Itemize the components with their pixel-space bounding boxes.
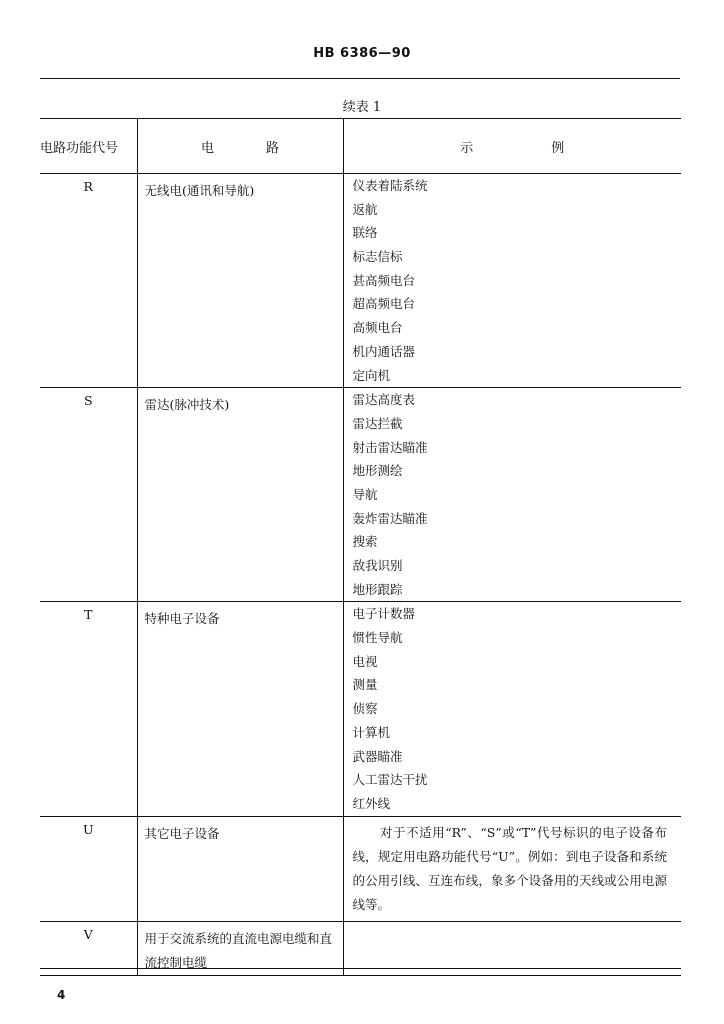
row-examples xyxy=(343,602,681,816)
example-item: 返航 xyxy=(352,201,378,217)
example-item: 侦察 xyxy=(352,701,378,717)
example-item: 高频电台 xyxy=(352,320,403,336)
table-caption: 续表 1 xyxy=(342,100,382,115)
example-item: 电子计数器 xyxy=(352,606,416,622)
example-item: 敌我识别 xyxy=(352,558,403,573)
row-code: R xyxy=(40,174,137,388)
example-item: 射击雷达瞄准 xyxy=(352,439,428,455)
table-row xyxy=(40,816,681,921)
document-code: HB 6386—90 xyxy=(313,46,411,61)
example-item: 超高频电台 xyxy=(352,296,416,312)
example-item: 雷达高度表 xyxy=(352,392,416,408)
example-item: 惯性导航 xyxy=(352,630,403,646)
example-item: 人工雷达干扰 xyxy=(352,772,428,788)
footer-rule xyxy=(40,968,681,969)
column-header-code: 电路功能代号 xyxy=(40,119,137,174)
example-item: 仪表着陆系统 xyxy=(352,178,428,193)
circuit-function-table xyxy=(40,118,681,976)
row-code: S xyxy=(40,388,137,602)
example-item: 武器瞄准 xyxy=(352,748,403,764)
row-circuit: 雷达(脉冲技术) xyxy=(137,388,343,602)
page-number: 4 xyxy=(57,988,66,1002)
row-circuit: 其它电子设备 xyxy=(137,816,343,921)
table-row xyxy=(40,174,681,388)
row-code: U xyxy=(40,816,137,921)
row-examples xyxy=(343,388,681,602)
example-description: 对于不适用“R”、“S”或“T”代号标识的电子设备布线，规定用电路功能代号“U”。例如：到电子设备和系统的公用引线、互连布线，象多个设备用的天线或公用电源线等。 xyxy=(352,824,667,912)
table-row xyxy=(40,921,681,975)
example-description xyxy=(353,922,682,930)
example-item: 联络 xyxy=(352,225,378,241)
column-header-circuit: 电 路 xyxy=(137,119,343,174)
example-item: 红外线 xyxy=(352,795,391,811)
table-header-row xyxy=(40,119,681,174)
example-item: 导航 xyxy=(352,486,378,502)
example-item: 标志信标 xyxy=(352,249,403,265)
example-item: 轰炸雷达瞄准 xyxy=(352,510,428,526)
row-circuit: 无线电(通讯和导航) xyxy=(137,174,343,388)
table-row xyxy=(40,602,681,816)
row-examples xyxy=(343,921,681,975)
example-item: 机内通话器 xyxy=(352,343,416,359)
example-item: 测量 xyxy=(352,677,378,693)
example-item: 地形测绘 xyxy=(352,463,403,479)
header-rule xyxy=(40,78,680,79)
row-code: T xyxy=(40,602,137,816)
column-header-example: 示 例 xyxy=(343,119,681,174)
table-row xyxy=(40,388,681,602)
example-item: 甚高频电台 xyxy=(352,272,416,288)
row-examples xyxy=(343,816,681,921)
example-item: 电视 xyxy=(352,653,378,669)
example-item: 地形跟踪 xyxy=(352,581,403,597)
example-item: 定向机 xyxy=(352,367,391,383)
row-code: V xyxy=(40,921,137,975)
row-examples xyxy=(343,174,681,388)
example-item: 雷达拦截 xyxy=(352,415,403,431)
row-circuit: 特种电子设备 xyxy=(137,602,343,816)
example-item: 计算机 xyxy=(352,724,391,740)
row-circuit: 用于交流系统的直流电源电缆和直流控制电缆 xyxy=(137,921,343,975)
example-item: 搜索 xyxy=(352,534,378,550)
